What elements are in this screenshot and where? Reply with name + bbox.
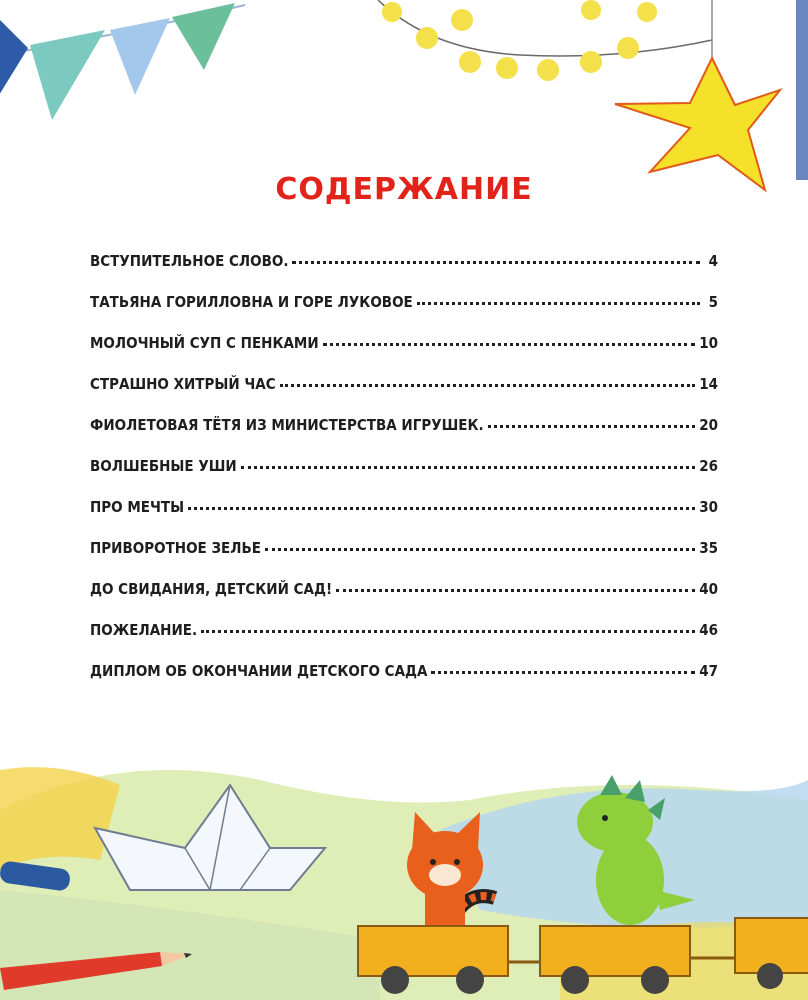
bunting-flags-icon	[0, 3, 245, 120]
toc-item-page: 35	[699, 539, 718, 557]
bottom-illustration	[0, 740, 808, 1000]
string-lights-icon	[378, 0, 712, 81]
toc-dot-leader	[188, 497, 695, 510]
toc-row	[90, 457, 718, 498]
toc-row	[90, 498, 718, 539]
toc-row	[90, 539, 718, 580]
toc-dot-leader	[280, 374, 696, 387]
table-of-contents	[90, 252, 718, 703]
toc-row	[90, 252, 718, 293]
toc-dot-leader	[336, 579, 695, 592]
toc-item-page: 4	[708, 252, 718, 270]
toc-item-title: ПРИВОРОТНОЕ ЗЕЛЬЕ	[90, 539, 261, 557]
toc-item-page: 47	[699, 662, 718, 680]
toc-item-title: ВСТУПИТЕЛЬНОЕ СЛОВО.	[90, 252, 289, 270]
toc-item-title: ДИПЛОМ ОБ ОКОНЧАНИИ ДЕТСКОГО САДА	[90, 662, 428, 680]
toc-row	[90, 580, 718, 621]
toc-item-page: 30	[699, 498, 718, 516]
toc-item-title: ПОЖЕЛАНИЕ.	[90, 621, 198, 639]
toc-row	[90, 621, 718, 662]
toc-item-title: СТРАШНО ХИТРЫЙ ЧАС	[90, 375, 276, 393]
toc-item-page: 40	[699, 580, 718, 598]
toc-row	[90, 334, 718, 375]
toc-row	[90, 416, 718, 457]
toc-item-page: 14	[699, 375, 718, 393]
toc-row	[90, 293, 718, 334]
toc-item-page: 26	[699, 457, 718, 475]
toc-dot-leader	[201, 620, 695, 633]
toc-dot-leader	[265, 538, 695, 551]
toc-item-title: ТАТЬЯНА ГОРИЛЛОВНА И ГОРЕ ЛУКОВОЕ	[90, 293, 413, 311]
toc-item-page: 5	[708, 293, 718, 311]
toc-item-title: ВОЛШЕБНЫЕ УШИ	[90, 457, 237, 475]
toc-dot-leader	[241, 456, 696, 469]
toc-dot-leader	[417, 292, 700, 305]
toc-dot-leader	[431, 661, 695, 674]
toc-dot-leader	[292, 251, 700, 264]
toc-item-page: 46	[699, 621, 718, 639]
toc-item-title: ФИОЛЕТОВАЯ ТЁТЯ ИЗ МИНИСТЕРСТВА ИГРУШЕК.	[90, 416, 484, 434]
toc-item-title: ПРО МЕЧТЫ	[90, 498, 185, 516]
toc-item-title: ДО СВИДАНИЯ, ДЕТСКИЙ САД!	[90, 580, 333, 598]
toc-row	[90, 662, 718, 703]
toc-item-page: 20	[699, 416, 718, 434]
toc-row	[90, 375, 718, 416]
toc-item-page: 10	[699, 334, 718, 352]
page-title: СОДЕРЖАНИЕ	[275, 172, 533, 207]
toc-item-title: МОЛОЧНЫЙ СУП С ПЕНКАМИ	[90, 334, 319, 352]
star-icon	[615, 0, 780, 190]
toc-dot-leader	[488, 415, 696, 428]
toc-dot-leader	[323, 333, 696, 346]
